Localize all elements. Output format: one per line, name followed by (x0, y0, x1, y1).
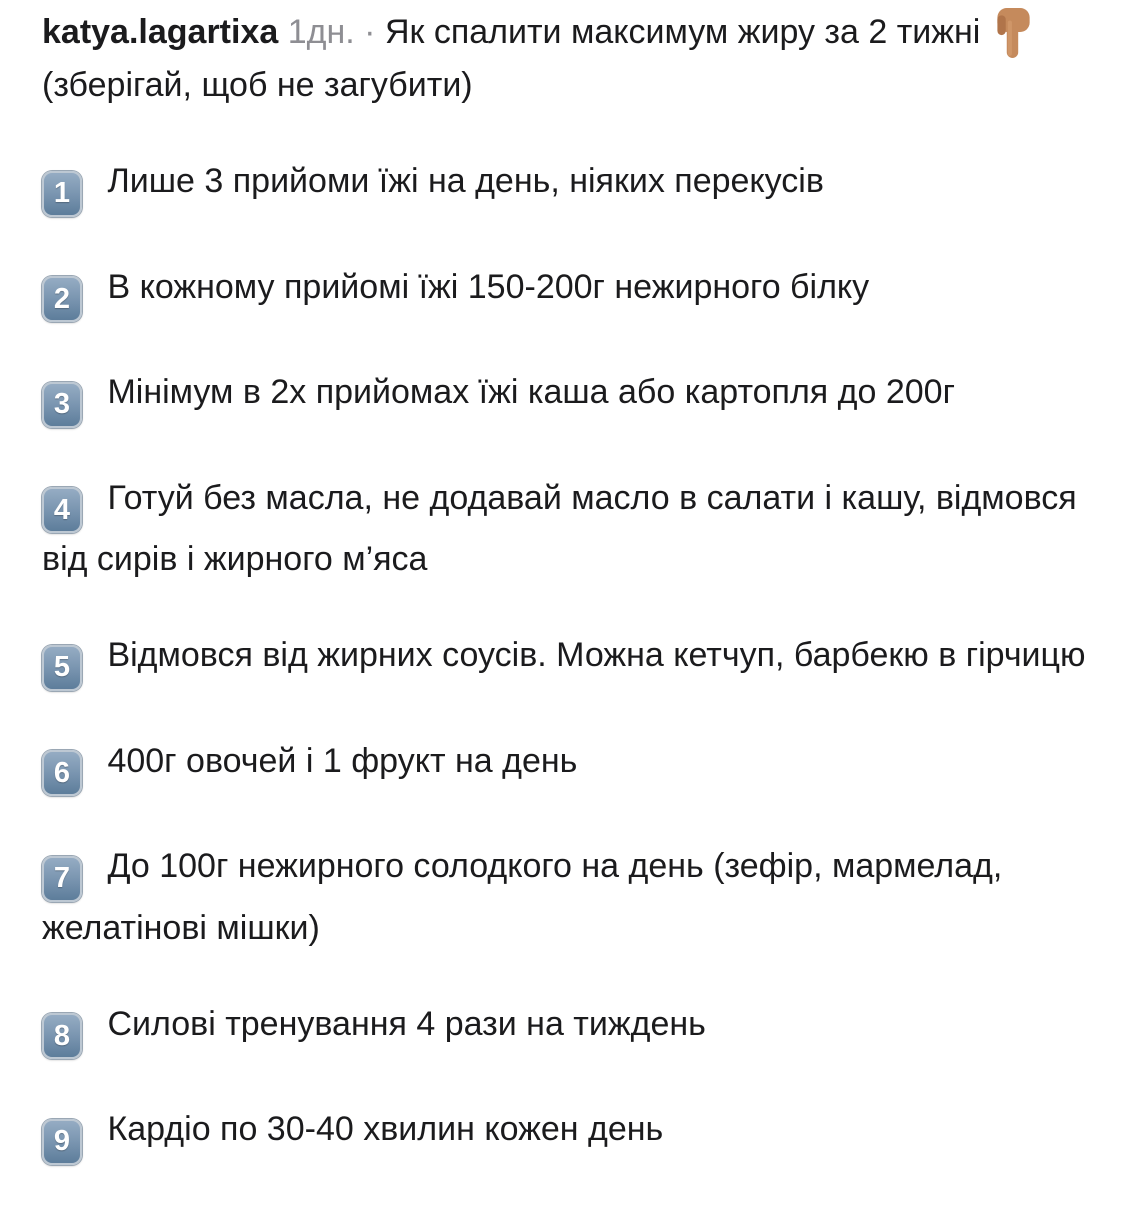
keycap-3-icon: 3 (42, 382, 82, 428)
list-item (42, 998, 1106, 1060)
list-item (42, 366, 1106, 428)
caption-text-part2: (зберігай, щоб не загубити) (42, 66, 473, 104)
list-item (42, 840, 1106, 954)
caption-header (42, 6, 1106, 111)
list-item (42, 629, 1106, 691)
keycap-5-icon: 5 (42, 645, 82, 691)
list-item-text: Мінімум в 2х прийомах їжі каша або картопля до 200г (107, 373, 955, 411)
timestamp: 1дн. (287, 13, 355, 51)
keycap-2-icon: 2 (42, 276, 82, 322)
caption-text-part1: Як спалити максимум жиру за 2 тижні (384, 13, 981, 51)
list-item-text: 400г овочей і 1 фрукт на день (107, 741, 578, 780)
keycap-7-icon: 7 (42, 856, 82, 902)
list-item (42, 261, 1106, 323)
rules-list (42, 155, 1106, 1165)
keycap-1-icon: 1 (42, 171, 82, 217)
dot-separator: · (364, 13, 376, 51)
list-item-text: В кожному прийомі їжі 150-200г нежирного білку (107, 267, 870, 306)
keycap-6-icon: 6 (42, 750, 82, 796)
list-item (42, 1103, 1106, 1165)
username[interactable]: katya.lagartixa (42, 13, 279, 51)
keycap-4-icon: 4 (42, 487, 82, 533)
list-item-text: Лише 3 прийоми їжі на день, ніяких перекусів (107, 162, 824, 200)
list-item (42, 472, 1106, 586)
pointing-down-icon (994, 7, 1032, 59)
list-item-text: Кардіо по 30-40 хвилин кожен день (107, 1110, 664, 1148)
keycap-9-icon: 9 (42, 1119, 82, 1165)
keycap-8-icon: 8 (42, 1013, 82, 1059)
list-item (42, 735, 1106, 797)
list-item-text: До 100г нежирного солодкого на день (зефір, мармелад, желатінові мішки) (42, 847, 1003, 947)
list-item-text: Готуй без масла, не додавай масло в салати і кашу, відмовся від сирів і жирного м’яса (42, 478, 1077, 578)
list-item-text: Силові тренування 4 рази на тиждень (107, 1004, 706, 1043)
list-item (42, 155, 1106, 217)
list-item-text: Відмовся від жирних соусів. Можна кетчуп, барбекю в гірчицю (107, 636, 1086, 674)
